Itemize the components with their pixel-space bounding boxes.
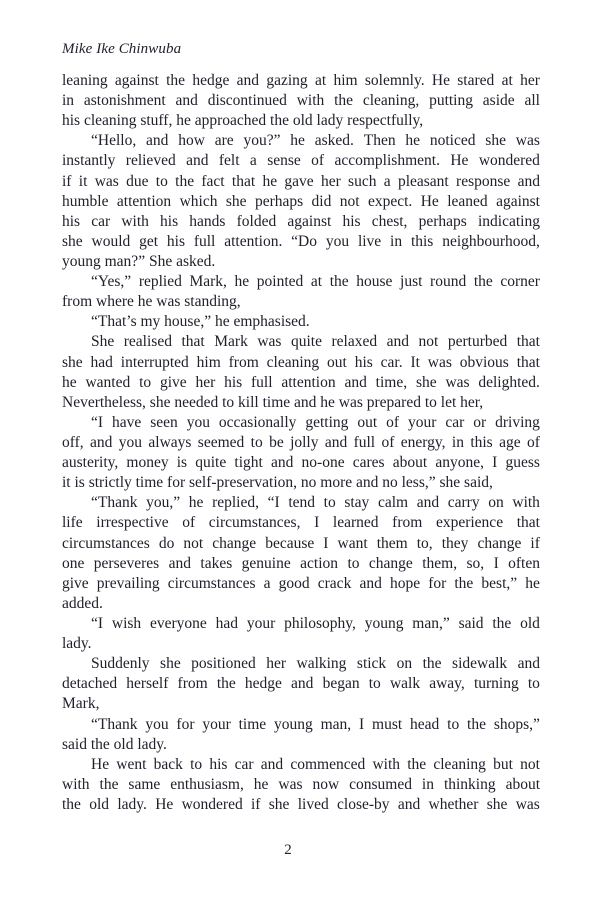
text-line: in astonishment and discontinued with the cleaning, putting aside all: [62, 92, 540, 110]
text-line: “That’s my house,” he emphasised.: [91, 313, 310, 331]
text-line: his car with his hands folded against his chest, perhaps indicating: [62, 212, 540, 230]
text-line: off, and you always seemed to be jolly and full of energy, in this age of: [62, 433, 540, 451]
text-line: “Thank you for your time young man, I must head to the shops,”: [91, 715, 540, 733]
text-line: “Yes,” replied Mark, he pointed at the house just round the corner: [91, 273, 540, 291]
text-line: circumstances do not change because I want them to, they change if: [62, 534, 540, 552]
page-number: 2: [284, 842, 292, 858]
text-line: young man?” She asked.: [62, 252, 216, 270]
text-line: Mark,: [62, 695, 100, 713]
text-line: She realised that Mark was quite relaxed and not perturbed that: [91, 333, 540, 351]
text-line: the old lady. He wondered if she lived close-by and whether she was: [62, 795, 540, 813]
text-line: from where he was standing,: [62, 293, 241, 311]
text-line: “I have seen you occasionally getting out of your car or driving: [91, 413, 540, 431]
text-line: one perseveres and takes genuine action to change them, so, I often: [62, 554, 540, 572]
text-line: she would get his full attention. “Do you live in this neighbourhood,: [62, 232, 540, 250]
text-line: lady.: [62, 635, 92, 653]
text-line: austerity, money is quite tight and no-one cares about anyone, I guess: [62, 454, 540, 472]
running-header-author: Mike Ike Chinwuba: [62, 41, 182, 57]
text-line: with the same enthusiasm, he was now consumed in thinking about: [62, 775, 540, 793]
text-line: she had interrupted him from cleaning out his car. It was obvious that: [62, 353, 540, 371]
text-line: he wanted to give her his full attention and time, she was delighted.: [62, 373, 540, 391]
text-line: said the old lady.: [62, 735, 167, 753]
text-line: instantly relieved and felt a sense of accomplishment. He wondered: [62, 152, 540, 170]
text-line: if it was due to the fact that he gave her such a pleasant response and: [62, 172, 540, 190]
text-line: “I wish everyone had your philosophy, young man,” said the old: [91, 614, 540, 632]
text-line: it is strictly time for self-preservation, no more and no less,” she said,: [62, 474, 493, 492]
text-line: leaning against the hedge and gazing at him solemnly. He stared at her: [62, 72, 540, 89]
text-line: life irrespective of circumstances, I learned from experience that: [62, 514, 540, 532]
text-line: his cleaning stuff, he approached the old lady respectfully,: [62, 112, 424, 130]
text-line: give prevailing circumstances a good crack and hope for the best,” he: [62, 574, 540, 592]
text-line: Suddenly she positioned her walking stick on the sidewalk and: [91, 655, 540, 673]
text-line: “Hello, and how are you?” he asked. Then he noticed she was: [91, 132, 540, 150]
text-line: He went back to his car and commenced with the cleaning but not: [91, 755, 540, 773]
text-line: detached herself from the hedge and began to walk away, turning to: [62, 675, 540, 693]
text-line: Nevertheless, she needed to kill time and he was prepared to let her,: [62, 393, 484, 411]
text-line: “Thank you,” he replied, “I tend to stay calm and carry on with: [91, 494, 540, 512]
text-line: humble attention which she perhaps did not expect. He leaned against: [62, 192, 540, 210]
body-text: [62, 71, 540, 815]
text-line: added.: [62, 594, 103, 612]
